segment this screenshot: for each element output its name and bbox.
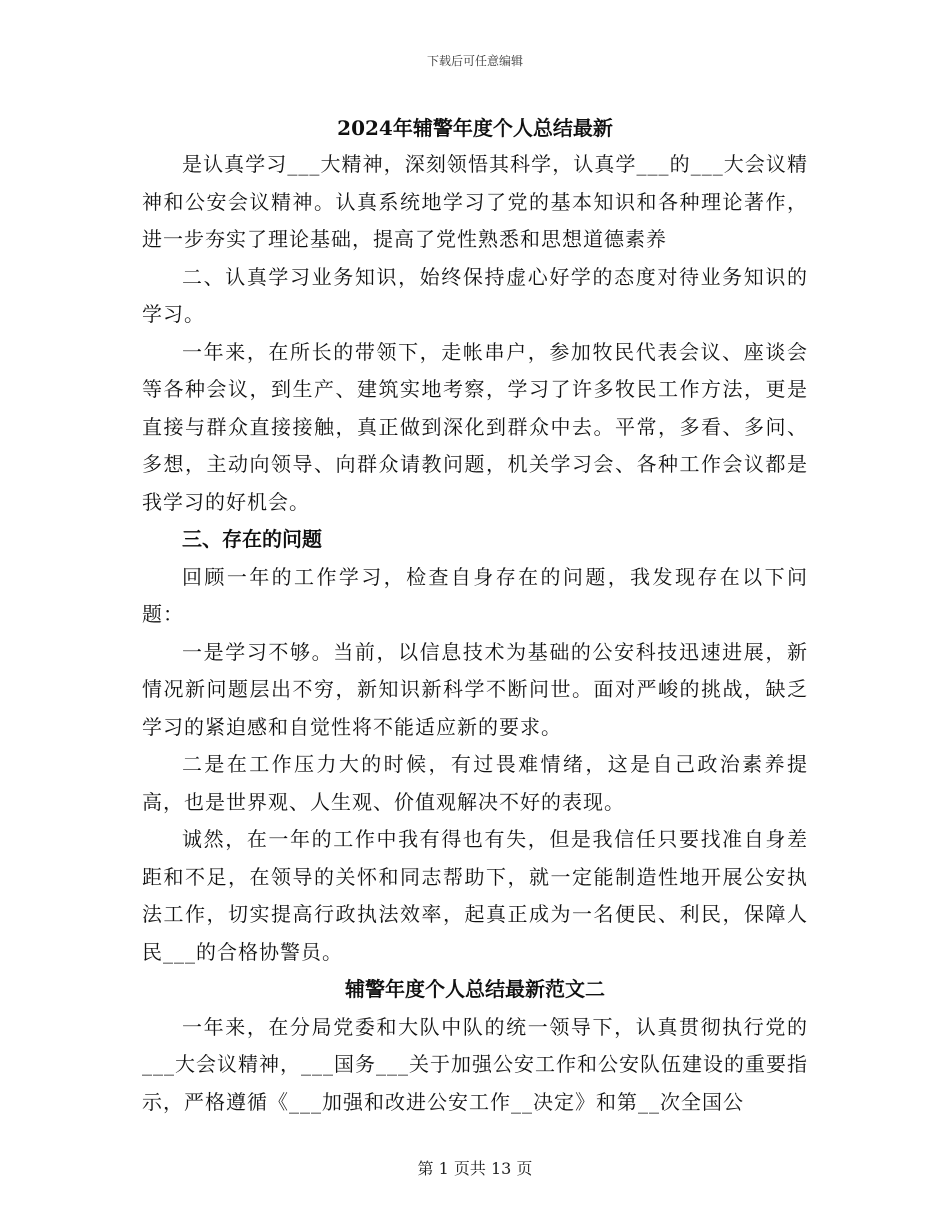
paragraph: 一年来，在所长的带领下，走帐串户，参加牧民代表会议、座谈会等各种会议，到生产、建筑实地考察，学习了许多牧民工作方法，更是直接与群众直接接触，真正做到深化到群众中去。平常，多看、多问、多想，主动向领导、向群众请教问题，机关学习会、各种工作会议都是我学习的好机会。 <box>142 339 808 514</box>
section-subtitle: 辅警年度个人总结最新范文二 <box>345 977 605 1001</box>
page-number: 第 1 页共 13 页 <box>417 1159 533 1178</box>
section-heading: 三、存在的问题 <box>182 527 322 551</box>
paragraph: 回顾一年的工作学习，检查自身存在的问题，我发现存在以下问题： <box>142 564 808 626</box>
paragraph: 二是在工作压力大的时候，有过畏难情绪，这是自己政治素养提高，也是世界观、人生观、价值观解决不好的表现。 <box>142 752 808 814</box>
paragraph: 一年来，在分局党委和大队中队的统一领导下，认真贯彻执行党的___大会议精神，___国务___关于加强公安工作和公安队伍建设的重要指示，严格遵循《___加强和改进公安工作__决定》和第__次全国公 <box>142 1014 808 1114</box>
paragraph: 二、认真学习业务知识，始终保持虚心好学的态度对待业务知识的学习。 <box>142 264 808 326</box>
document-title: 2024年辅警年度个人总结最新 <box>337 116 613 140</box>
document-body <box>142 110 808 1121</box>
paragraph: 一是学习不够。当前，以信息技术为基础的公安科技迅速进展，新情况新问题层出不穷，新知识新科学不断问世。面对严峻的挑战，缺乏学习的紧迫感和自觉性将不能适应新的要求。 <box>142 639 808 739</box>
paragraph: 是认真学习___大精神，深刻领悟其科学，认真学___的___大会议精神和公安会议精神。认真系统地学习了党的基本知识和各种理论著作，进一步夯实了理论基础，提高了党性熟悉和思想道德素养 <box>142 152 808 251</box>
page-header-note: 下载后可任意编辑 <box>426 54 523 68</box>
paragraph: 诚然，在一年的工作中我有得也有失，但是我信任只要找准自身差距和不足，在领导的关怀和同志帮助下，就一定能制造性地开展公安执法工作，切实提高行政执法效率，起真正成为一名便民、利民，保障人民___的合格协警员。 <box>142 827 808 964</box>
